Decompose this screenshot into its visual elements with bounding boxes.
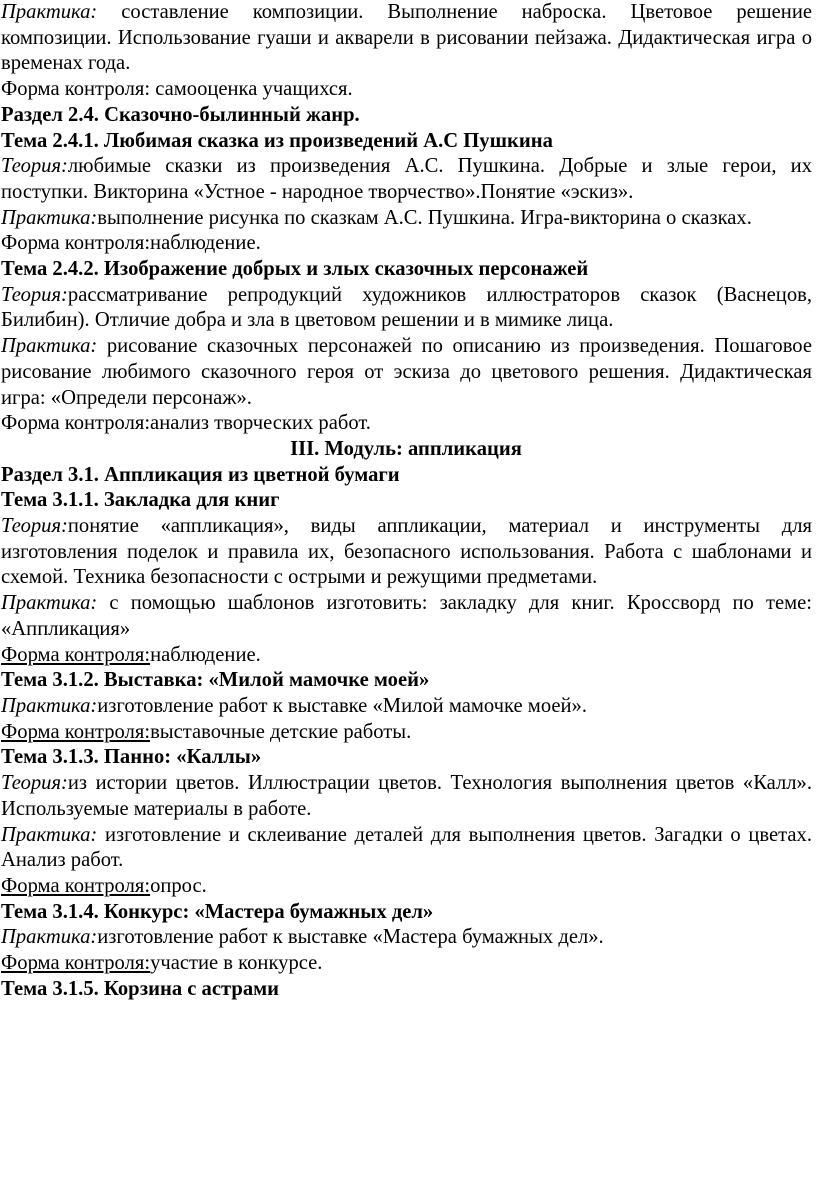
paragraph: [0, 77, 812, 103]
paragraph-text: рассматривание репродукций художников иллюстраторов сказок (Васнецов, Билибин). Отличие добра и зла в цветовом решении и в мимике лица.: [1, 283, 812, 332]
paragraph-text: из истории цветов. Иллюстрации цветов. Технология выполнения цветов «Калл». Используемые материалы в работе.: [1, 772, 812, 820]
paragraph-text: изготовление работ к выставке «Мастера бумажных дел».: [97, 926, 604, 949]
paragraph-label: Форма контроля:: [1, 874, 151, 897]
paragraph-label: Теория:: [1, 155, 68, 178]
paragraph-text: Форма контроля:анализ творческих работ.: [1, 412, 371, 435]
paragraph-text: изготовление и склеивание деталей для выполнения цветов. Загадки о цветах. Анализ работ.: [1, 823, 812, 872]
paragraph-label: Форма контроля:: [1, 643, 151, 666]
paragraph: [0, 411, 812, 437]
paragraph-text: выставочные детские работы.: [150, 720, 412, 743]
paragraph-label: Практика:: [1, 1, 98, 23]
section-heading: Тема 2.4.1. Любимая сказка из произведений А.С Пушкина: [1, 129, 553, 152]
section-heading: Тема 3.1.3. Панно: «Каллы»: [1, 746, 262, 769]
paragraph: [0, 591, 812, 642]
paragraph: [0, 643, 812, 669]
section-heading: Тема 3.1.2. Выставка: «Милой мамочке моей»: [1, 669, 430, 692]
paragraph-label: Форма контроля:: [1, 720, 151, 743]
paragraph: [0, 0, 812, 77]
paragraph-text: рисование сказочных персонажей по описанию из произведения. Пошаговое рисование любимого сказочного героя от эскиза до цветового решения. Дидактическая игра: «Определи персонаж».: [1, 335, 812, 409]
paragraph: [0, 334, 812, 411]
section-heading: Раздел 2.4. Сказочно-былинный жанр.: [1, 103, 360, 126]
paragraph-text: опрос.: [150, 874, 207, 897]
paragraph-label: Практика:: [1, 926, 98, 949]
paragraph: [0, 514, 812, 591]
paragraph-label: Практика:: [1, 592, 98, 615]
paragraph-label: Практика:: [1, 206, 98, 229]
paragraph-label: Теория:: [1, 772, 68, 795]
paragraph: [0, 823, 812, 874]
section-heading: Тема 2.4.2. Изображение добрых и злых сказочных персонажей: [1, 258, 589, 281]
paragraph-text: с помощью шаблонов изготовить: закладку для книг. Кроссворд по теме: «Аппликация»: [1, 592, 812, 640]
paragraph: [0, 925, 812, 951]
paragraph: [0, 874, 812, 900]
paragraph-text: составление композиции. Выполнение наброска. Цветовое решение композиции. Использование гуаши и акварели в рисовании пейзажа. Дидактическая игра о временах года.: [1, 1, 812, 75]
paragraph-text: выполнение рисунка по сказкам А.С. Пушкина. Игра-викторина о сказках.: [97, 206, 752, 229]
paragraph-label: Теория:: [1, 515, 68, 538]
paragraph: [0, 771, 812, 822]
paragraph-text: изготовление работ к выставке «Милой мамочке моей».: [97, 694, 587, 717]
paragraph-text: Форма контроля: самооценка учащихся.: [1, 78, 353, 101]
paragraph-label: Теория:: [1, 283, 68, 306]
section-heading: Тема 3.1.5. Корзина с астрами: [1, 977, 280, 1000]
paragraph: [0, 283, 812, 334]
module-heading: III. Модуль: аппликация: [290, 437, 522, 460]
paragraph-text: участие в конкурсе.: [150, 952, 323, 975]
paragraph: [0, 720, 812, 746]
paragraph-label: Практика:: [1, 335, 98, 358]
paragraph: [0, 231, 812, 257]
section-heading: Раздел 3.1. Аппликация из цветной бумаги: [1, 463, 400, 486]
paragraph-text: Форма контроля:наблюдение.: [1, 232, 261, 255]
paragraph: [0, 694, 812, 720]
paragraph-text: наблюдение.: [150, 643, 261, 666]
paragraph-label: Форма контроля:: [1, 952, 151, 975]
paragraph-label: Практика:: [1, 823, 98, 846]
paragraph-label: Практика:: [1, 694, 98, 717]
section-heading: Тема 3.1.4. Конкурс: «Мастера бумажных дел»: [1, 900, 434, 923]
paragraph-text: понятие «аппликация», виды аппликации, материал и инструменты для изготовления поделок и правила их, безопасного использования. Работа с шаблонами и схемой. Техника безопасности с острыми и режущими предметами.: [1, 515, 812, 589]
paragraph-text: любимые сказки из произведения А.С. Пушкина. Добрые и злые герои, их поступки. Викторина «Устное - народное творчество».Понятие «эскиз».: [1, 155, 812, 203]
section-heading: Тема 3.1.1. Закладка для книг: [1, 489, 280, 512]
paragraph: [0, 951, 812, 977]
paragraph: [0, 206, 812, 232]
paragraph: [0, 154, 812, 205]
